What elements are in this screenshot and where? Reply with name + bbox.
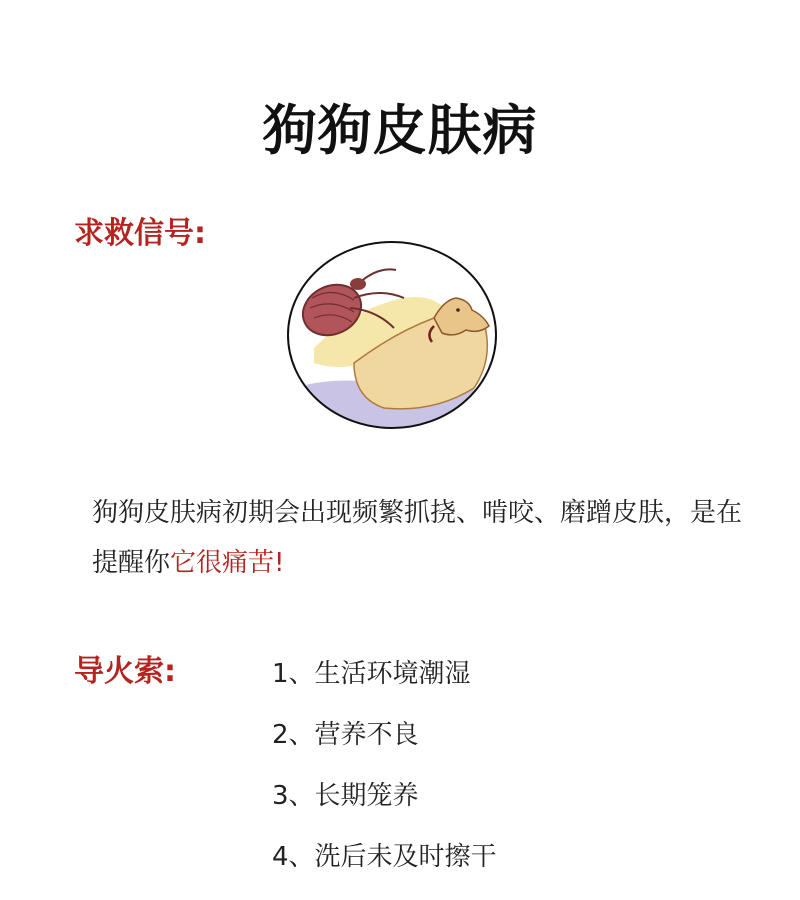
causes-list bbox=[272, 656, 497, 900]
signals-paragraph bbox=[92, 488, 752, 588]
list-item: 2、营养不良 bbox=[272, 720, 419, 750]
list-item: 1、生活环境潮湿 bbox=[272, 659, 471, 689]
causes-heading: 导火索: bbox=[74, 654, 176, 689]
list-item: 4、洗后未及时擦干 bbox=[272, 842, 497, 872]
signals-text: 狗狗皮肤病初期会出现频繁抓挠、啃咬、磨蹭皮肤，是在提醒你 bbox=[92, 498, 743, 578]
list-item: 3、长期笼养 bbox=[272, 781, 419, 811]
signals-highlight: 它很痛苦! bbox=[170, 548, 285, 578]
page-title: 狗狗皮肤病 bbox=[262, 99, 538, 162]
flea-and-dog-illustration bbox=[284, 238, 500, 432]
signals-heading: 求救信号: bbox=[74, 216, 206, 251]
